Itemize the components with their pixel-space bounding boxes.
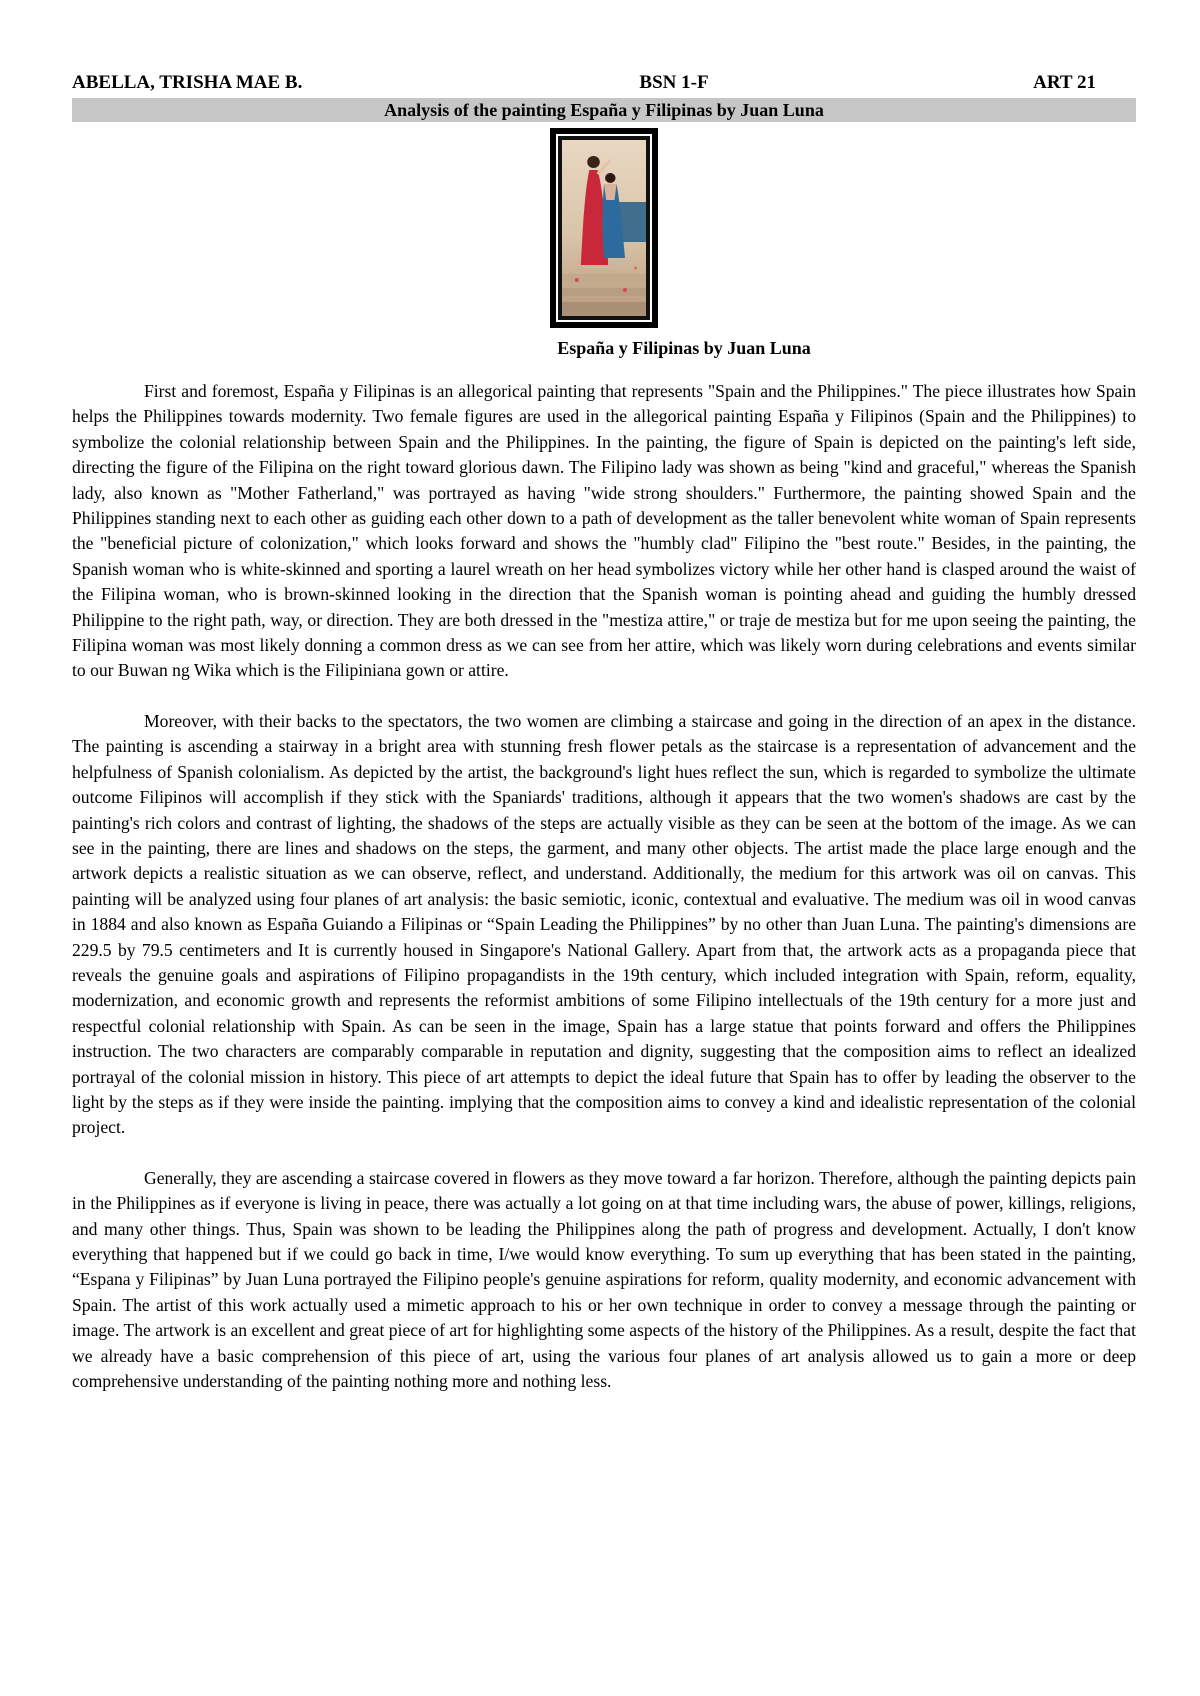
document-title: Analysis of the painting España y Filipinas by Juan Luna — [72, 98, 1136, 122]
document-page — [72, 72, 1136, 1419]
student-section: BSN 1-F — [639, 72, 709, 93]
painting-image — [556, 134, 652, 322]
paragraph: First and foremost, España y Filipinas is an allegorical painting that represents "Spain and the Philippines." The piece illustrates how Spain helps the Philippines towards modernity. Two female figures are used in the allegorical painting España y Filipinos (Spain and the Philippines) to symbolize the colonial relationship between Spain and the Philippines. In the painting, the figure of Spain is depicted on the painting's left side, directing the figure of the Filipina on the right toward glorious dawn. The Filipino lady was shown as being "kind and graceful," whereas the Spanish lady, also known as "Mother Fatherland," was portrayed as having "wide strong shoulders." Furthermore, the painting showed Spain and the Philippines standing next to each other as guiding each other down to a path of development as the taller benevolent white woman of Spain represents the "beneficial picture of colonization," which looks forward and shows the "humbly clad" Filipino the "best route." Besides, in the painting, the Spanish woman who is white-skinned and sporting a laurel wreath on her head symbolizes victory while her other hand is clasped around the waist of the Filipina woman, who is brown-skinned looking in the direction that the Spanish woman is pointing ahead and guiding the humbly dressed Philippine to the right path, way, or direction. They are both dressed in the "mestiza attire," or traje de mestiza but for me upon seeing the painting, the Filipina woman was most likely donning a common dress as we can see from her attire, which was likely worn during celebrations and events similar to our Buwan ng Wika which is the Filipiniana gown or attire. — [72, 381, 1136, 681]
painting-frame — [550, 128, 658, 328]
course-code: ART 21 — [1033, 72, 1096, 93]
student-name: ABELLA, TRISHA MAE B. — [72, 72, 303, 93]
figure — [72, 128, 1136, 328]
paragraph: Generally, they are ascending a staircase covered in flowers as they move toward a far horizon. Therefore, although the painting depicts pain in the Philippines as if everyone is living in peace, there was actually a lot going on at that time including wars, the abuse of power, killings, religions, and many other things. Thus, Spain was shown to be leading the Philippines along the path of progress and development. Actually, I don't know everything that happened but if we could go back in time, I/we would know everything. To sum up everything that has been stated in the painting, “Espana y Filipinas” by Juan Luna portrayed the Filipino people's genuine aspirations for reform, quality modernity, and economic advancement with Spain. The artist of this work actually used a mimetic approach to his or her own technique in order to convey a message through the painting or image. The artwork is an excellent and great piece of art for highlighting some aspects of the history of the Philippines. As a result, despite the fact that we already have a basic comprehension of this piece of art, using the various four planes of art analysis allowed us to gain a more or deep comprehensive understanding of the painting nothing more and nothing less. — [72, 1167, 1136, 1392]
figure-caption: España y Filipinas by Juan Luna — [557, 338, 811, 358]
painting-illustration — [562, 140, 646, 316]
paragraph: Moreover, with their backs to the spectators, the two women are climbing a staircase and going in the direction of an apex in the distance. The painting is ascending a stairway in a bright area with stunning fresh flower petals as the staircase is a representation of advancement and the helpfulness of Spanish colonialism. As depicted by the artist, the background's light hues reflect the sun, which is regarded to symbolize the ultimate outcome Filipinos will accomplish if they stick with the Spaniards' traditions, although it appears that the two women's shadows are cast by the painting's rich colors and contrast of lighting, the shadows of the steps are actually visible as they can be seen at the bottom of the image. As we can see in the painting, there are lines and shadows on the steps, the garment, and many other objects. The artist made the place large enough and the artwork depicts a realistic situation as we can observe, reflect, and understand. Additionally, the medium for this artwork was oil on canvas. This painting will be analyzed using four planes of art analysis: the basic semiotic, iconic, contextual and evaluative. The medium was oil in wood canvas in 1884 and also known as España Guiando a Filipinas or “Spain Leading the Philippines” by no other than Juan Luna. The painting's dimensions are 229.5 by 79.5 centimeters and It is currently housed in Singapore's National Gallery. Apart from that, the artwork acts as a propaganda piece that reveals the genuine goals and aspirations of Filipino propagandists in the 19th century, which included integration with Spain, reform, equality, modernization, and economic growth and represents the reformist ambitions of some Filipino intellectuals of the 19th century for a more just and respectful colonial relationship with Spain. As can be seen in the image, Spain has a large statue that points forward and offers the Philippines instruction. The two characters are comparably comparable in reputation and dignity, suggesting that the composition aims to reflect an idealized portrayal of the colonial mission in history. This piece of art attempts to depict the ideal future that Spain has to offer by leading the observer to the light by the steps as if they were inside the painting. implying that the composition aims to convey a kind and idealistic representation of the colonial project. — [72, 710, 1136, 1138]
header-row — [72, 72, 1136, 96]
essay-body — [72, 379, 1136, 1394]
